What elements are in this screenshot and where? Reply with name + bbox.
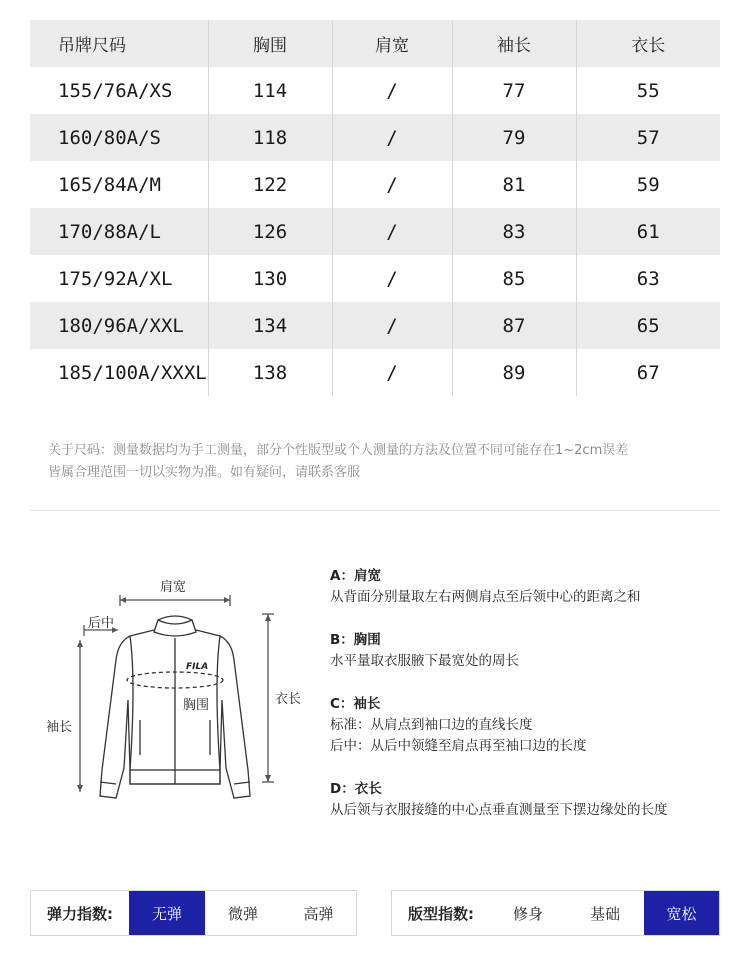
table-cell: 165/84A/M: [58, 173, 161, 196]
note-line-1: 关于尺码：测量数据均为手工测量，部分个性版型或个人测量的方法及位置不同可能存在1~2cm误差: [48, 443, 629, 458]
table-cell: 81: [452, 161, 576, 208]
definition-text: 从后领与衣服接缝的中心点垂直测量至下摆边缘处的长度: [330, 802, 668, 818]
column-header: 袖长: [452, 20, 576, 67]
table-row: [30, 302, 720, 349]
definition-block: [330, 566, 730, 608]
table-cell: 63: [576, 255, 720, 302]
table-cell: /: [332, 208, 452, 255]
table-cell: 57: [576, 114, 720, 161]
table-cell: 118: [208, 114, 332, 161]
table-cell: 67: [576, 349, 720, 396]
table-cell: 134: [208, 302, 332, 349]
size-chart: [30, 20, 720, 396]
fit-option: 宽松: [644, 891, 719, 935]
table-cell: 89: [452, 349, 576, 396]
elasticity-option: 高弹: [303, 904, 334, 923]
column-header: 胸围: [208, 20, 332, 67]
definition-text: 水平量取衣服腋下最宽处的周长: [330, 653, 519, 669]
table-row: [30, 114, 720, 161]
table-cell: /: [332, 161, 452, 208]
shoulder-label: 肩宽: [160, 580, 187, 595]
table-row: [30, 67, 720, 114]
definition-title: C：袖长: [330, 696, 381, 712]
table-row: [30, 208, 720, 255]
column-header: 衣长: [576, 20, 720, 67]
table-row: [30, 349, 720, 396]
elasticity-label: 弹力指数:: [47, 904, 113, 923]
table-cell: 126: [208, 208, 332, 255]
elasticity-index: [30, 890, 357, 936]
size-table: [30, 20, 720, 396]
fit-index: [391, 890, 720, 936]
table-cell: 160/80A/S: [30, 114, 208, 161]
definition-title: B：胸围: [330, 632, 381, 648]
fit-option: 修身: [512, 904, 543, 923]
table-cell: 79: [452, 114, 576, 161]
size-note: [48, 440, 738, 484]
table-cell: 87: [452, 302, 576, 349]
definition-text: 从背面分别量取左右两侧肩点至后领中心的距离之和: [330, 589, 641, 605]
back-center-label: 后中: [88, 616, 115, 631]
fit-option: 基础: [589, 904, 620, 923]
definition-text: 后中：从后中领缝至肩点再至袖口边的长度: [330, 738, 587, 754]
note-line-2: 皆属合理范围一切以实物为准。如有疑问，请联系客服: [48, 465, 361, 480]
table-cell: 77: [452, 67, 576, 114]
table-cell: 180/96A/XXL: [30, 302, 208, 349]
table-cell: 61: [576, 208, 720, 255]
table-cell: 83: [452, 208, 576, 255]
table-row: [30, 161, 720, 208]
elasticity-option: 无弹: [129, 891, 205, 935]
table-cell: /: [332, 114, 452, 161]
fit-label: 版型指数:: [408, 904, 474, 923]
table-cell: 55: [576, 67, 720, 114]
elasticity-option: 微弹: [227, 904, 258, 923]
table-cell: /: [332, 255, 452, 302]
table-cell: /: [332, 302, 452, 349]
table-cell: 65: [576, 302, 720, 349]
chest-label: 胸围: [183, 698, 210, 713]
definition-block: [330, 630, 730, 672]
definition-title: A：肩宽: [330, 568, 381, 584]
table-cell: 175/92A/XL: [58, 267, 173, 290]
definition-text: 标准：从肩点到袖口边的直线长度: [330, 717, 533, 733]
table-cell: 138: [208, 349, 332, 396]
table-cell: 130: [208, 255, 332, 302]
table-cell: 59: [576, 161, 720, 208]
table-cell: 114: [208, 67, 332, 114]
column-header: 吊牌尺码: [30, 20, 208, 67]
table-cell: /: [332, 349, 452, 396]
table-cell: 185/100A/XXXL: [58, 361, 207, 384]
table-cell: 122: [208, 161, 332, 208]
table-header-row: [30, 20, 720, 67]
table-cell: 85: [452, 255, 576, 302]
fila-logo: FILA: [186, 662, 209, 672]
jacket-diagram: [40, 570, 320, 815]
definition-title: D：衣长: [330, 781, 382, 797]
table-cell: 170/88A/L: [30, 208, 208, 255]
measurement-definitions: [330, 566, 730, 843]
definition-block: [330, 779, 730, 821]
table-cell: 155/76A/XS: [58, 79, 173, 102]
length-label: 衣长: [275, 692, 302, 707]
table-row: [30, 255, 720, 302]
definition-block: [330, 694, 730, 757]
section-divider: [30, 510, 720, 511]
column-header: 肩宽: [332, 20, 452, 67]
sleeve-label: 袖长: [46, 720, 73, 735]
table-cell: /: [332, 67, 452, 114]
